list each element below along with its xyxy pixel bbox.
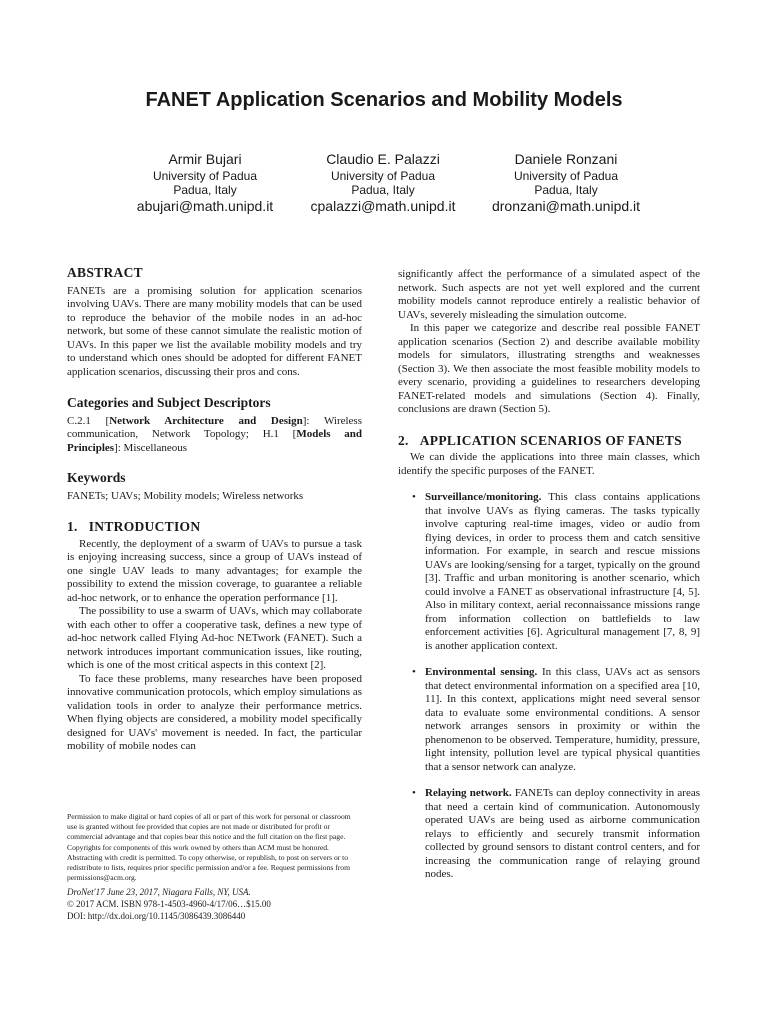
paragraph: In this paper we categorize and describe real possible FANET application scenarios (Section 2) and describe available mobility models for simulators, illustrating strengths and weaknesses (Section 3). We then associate the most feasible mobility models to every scenario, providing a guidelines to researchers developing FANET-related models and simulations (Section 4). Finally, conclusions are drawn (Section 5). — [398, 322, 700, 415]
category-text: ]: Miscellaneous — [114, 441, 188, 454]
category-code: C.2.1 [ — [67, 414, 110, 427]
abstract-heading: ABSTRACT — [67, 265, 143, 280]
permission-footer — [67, 812, 362, 922]
right-column — [398, 268, 700, 895]
category-text: ]: Wireless communication, Network Topology; H.1 [ — [67, 414, 362, 440]
list-item-term: Relaying network. — [425, 787, 512, 799]
doi-line — [67, 910, 362, 922]
list-item — [412, 787, 700, 882]
doi-link[interactable]: http://dx.doi.org/10.1145/3086439.3086440 — [87, 911, 246, 922]
author-location: Padua, Italy — [351, 183, 415, 197]
permission-notice: Permission to make digital or hard copies of all or part of this work for personal or classroom use is granted without fee provided that copies are not made or distributed for profit or commercial advantage and that copies bear this notice and the full citation on the first page. Copyrights for components of this work owned by others than ACM must be honored. Abstracting with credit is permitted. To copy otherwise, or republish, to post on servers or to redistribute to lists, requires prior specific permission and/or a fee. Request permissions from permissions@acm.org. — [67, 812, 351, 883]
author-affiliation: University of Padua — [152, 169, 258, 183]
abstract-text: FANETs are a promising solution for application scenarios involving UAVs. There are many mobility models that can be used to reproduce the behavior of the mobile nodes in an ad-hoc network, but some of these cannot simulate the realistic motion of UAVs. In this paper we list the available mobility models and try to understand which ones should be adopted for different FANET application scenarios, discussing their pros and cons. — [67, 284, 362, 378]
author-name: Armir Bujari — [168, 151, 242, 167]
paragraph: To face these problems, many researches have been proposed innovative communication protocols, which employ simulations as validation tools in order to analyze their performance metrics. When flying objects are considered, a mobility model specifically designed for UAVs' movement is needed. In fact, the particular mobility of mobile nodes can — [67, 672, 362, 752]
paragraph: The possibility to use a swarm of UAVs, which may collaborate with each other to offer a cooperative task, defines a new type of ad-hoc network called Flying Ad-hoc NETwork (FANET). Such a network introduces important communication issues, like routing, which is one of the most critical aspects in this context [2]. — [67, 605, 362, 671]
author-name: Claudio E. Palazzi — [326, 151, 440, 167]
list-item — [412, 666, 700, 774]
paragraph: Recently, the deployment of a swarm of UAVs to pursue a task is enjoying increasing success, since a group of UAVs instead of one single UAV leads to many advantages; for example the possibility to extend the mission coverage, to guarantee a reliable ad-hoc network, or to enhance the operation performance [1]. — [67, 537, 362, 604]
author-affiliation: University of Padua — [513, 169, 619, 183]
author-location: Padua, Italy — [173, 183, 237, 197]
section-2-heading: 2. APPLICATION SCENARIOS OF FANETS — [398, 432, 682, 448]
list-item-text: This class contains applications that involve UAVs as flying cameras. The tasks typically involve capturing real-time images, video or audio from flying devices, in order to process them and catch sensitive information. For example, in search and rescue missions UAVs are looking/sensing for a target, typically on the ground [3]. Traffic and urban monitoring is another scenario, which could involve a FANET as observational infrastructure [4, 5]. Also in military context, aerial reconnaissance missions range from information collection on battlefields to law enforcement activities [6]. Agricultural management [7, 8, 9] is another application context. — [425, 491, 700, 652]
doi-label: DOI: — [67, 911, 86, 922]
list-item-text: FANETs can deploy connectivity in areas that need a certain kind of communication. Autonomously operated UAVs are being used as airborne communication relays to efficiently and securely transmit information collected by ground sensors to distant control centers, and for increasing the communication range of relaying ground nodes. — [425, 787, 700, 880]
conference-info: DroNet'17 June 23, 2017, Niagara Falls, NY, USA. — [67, 887, 251, 898]
author-block — [105, 150, 305, 215]
author-email[interactable]: cpalazzi@math.unipd.it — [310, 198, 456, 214]
categories-text — [67, 415, 362, 456]
list-item-term: Environmental sensing. — [425, 666, 538, 678]
list-item-text: In this class, UAVs act as sensors that detect environmental information on a specified area [10, 11]. In this context, applications might need several sensor data to evaluate some environmental conditions. A sensor network arranges sensors in proximity or within the phenomenon to be observed. Temperature, humidity, pressure, light intensity, pollution level are typical physical quantities that a sensor network can analyze. — [425, 666, 700, 773]
bullet-icon: • — [412, 787, 416, 799]
author-email[interactable]: dronzani@math.unipd.it — [491, 198, 641, 214]
author-email[interactable]: abujari@math.unipd.it — [136, 198, 274, 214]
bullet-icon: • — [412, 666, 416, 678]
author-location: Padua, Italy — [534, 183, 598, 197]
keywords-heading: Keywords — [67, 470, 126, 485]
paragraph: We can divide the applications into three main classes, which identify the specific purposes of the FANET. — [398, 451, 700, 477]
keywords-text: FANETs; UAVs; Mobility models; Wireless networks — [67, 489, 304, 502]
copyright-line: © 2017 ACM. ISBN 978-1-4503-4960-4/17/06…$15.00 — [67, 899, 271, 910]
author-block — [466, 150, 666, 215]
author-affiliation: University of Padua — [330, 169, 436, 183]
application-list — [398, 491, 700, 882]
category-term: Network Architecture and Design — [109, 414, 303, 427]
list-item — [412, 491, 700, 653]
author-name: Daniele Ronzani — [514, 151, 618, 167]
bullet-icon: • — [412, 491, 416, 503]
author-block — [283, 150, 483, 215]
left-column — [67, 266, 362, 754]
paper-title: FANET Application Scenarios and Mobility Models — [145, 89, 623, 111]
categories-heading: Categories and Subject Descriptors — [67, 395, 271, 410]
introduction-heading: 1. INTRODUCTION — [67, 519, 201, 534]
category-term: Models and Principles — [67, 428, 362, 454]
list-item-term: Surveillance/monitoring. — [425, 491, 542, 503]
paragraph: significantly affect the performance of a simulated aspect of the network. Such aspects are not yet well explored and the current mobility models cannot reproduce entirely a realistic behavior of UAVs, severely misleading the simulation outcome. — [398, 268, 700, 321]
